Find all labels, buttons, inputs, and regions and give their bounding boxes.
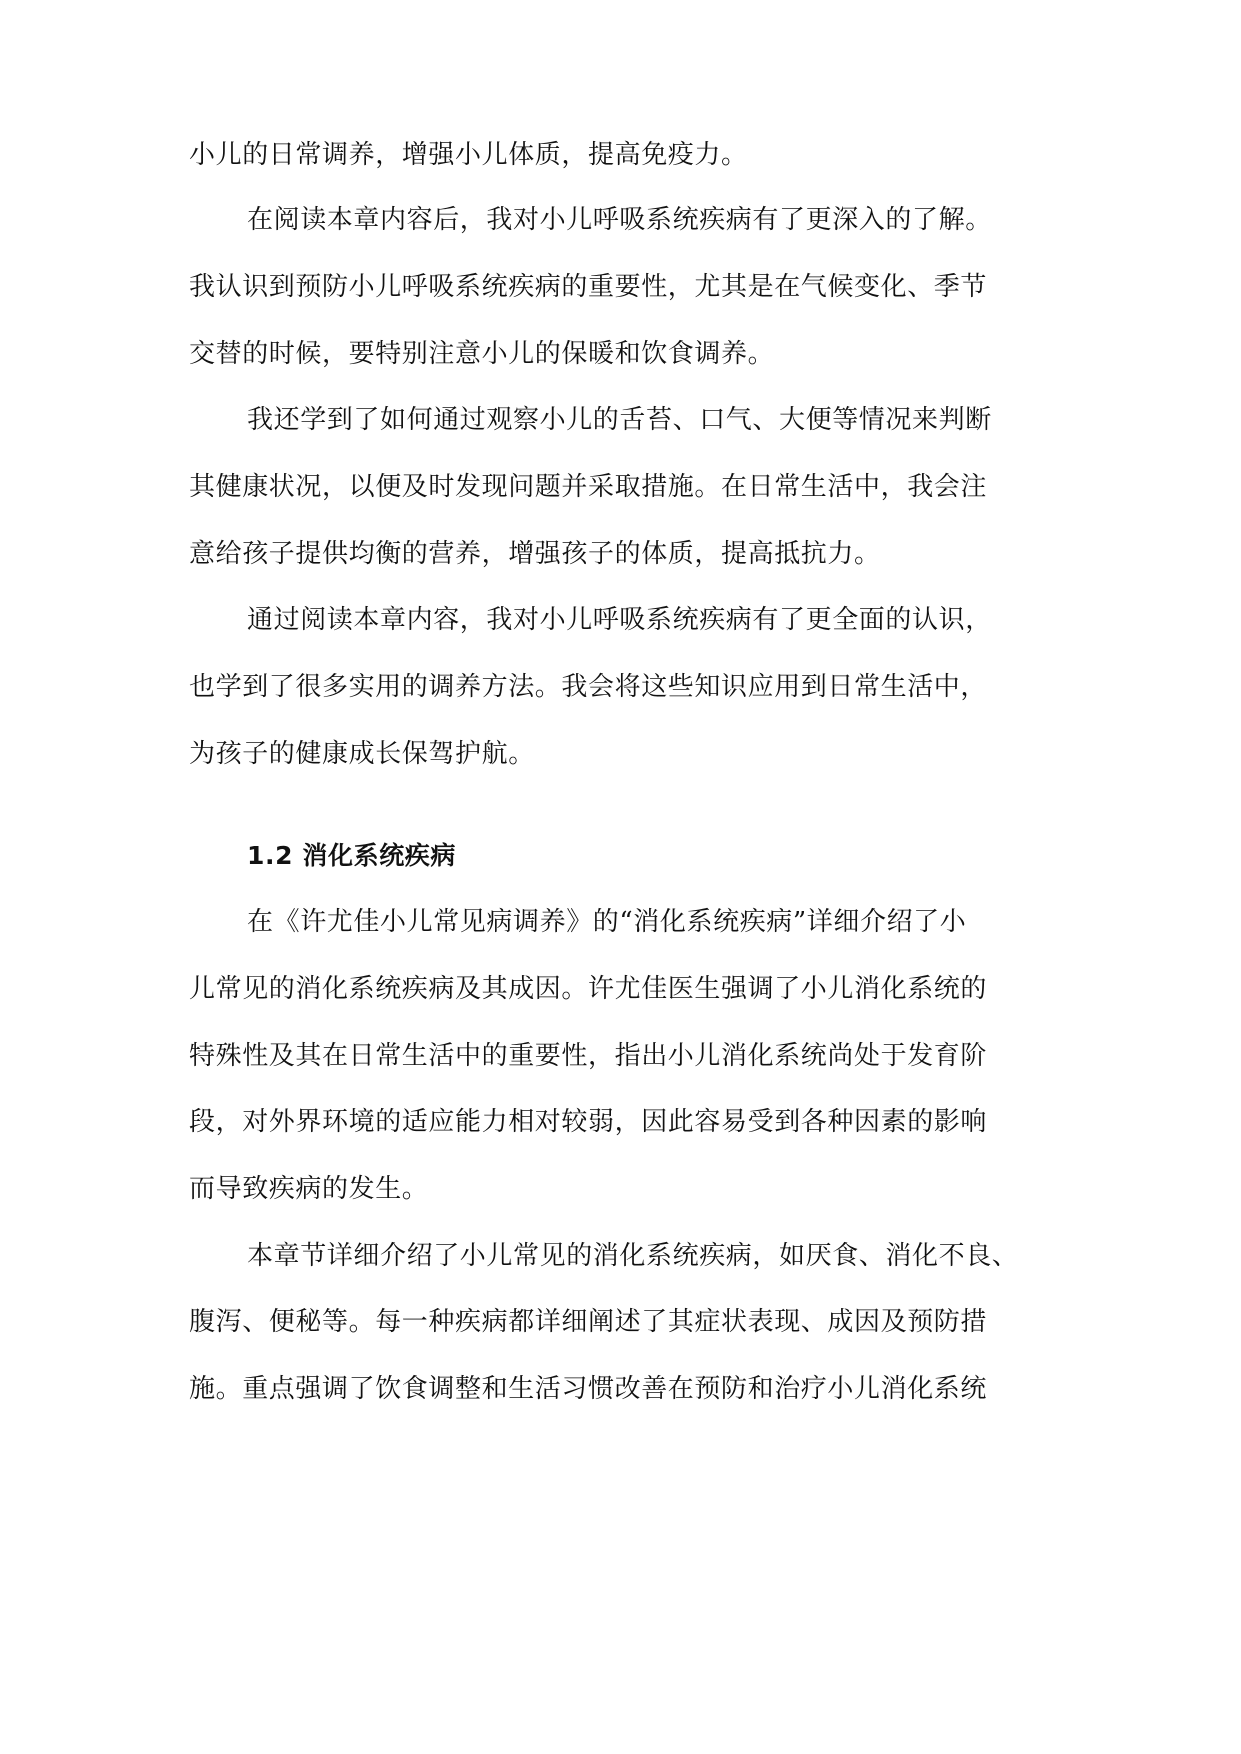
paragraph-line: 在《许尤佳小儿常见病调养》的“消化系统疾病”详细介绍了小 (247, 907, 967, 937)
paragraph-line: 我还学到了如何通过观察小儿的舌苔、口气、大便等情况来判断 (247, 405, 992, 435)
paragraph-line: 意给孩子提供均衡的营养，增强孩子的体质，提高抵抗力。 (189, 539, 881, 569)
paragraph-line: 其健康状况，以便及时发现问题并采取措施。在日常生活中，我会注 (189, 472, 988, 502)
paragraph-line: 为孩子的健康成长保驾护航。 (189, 739, 535, 769)
paragraph-line: 交替的时候，要特别注意小儿的保暖和饮食调养。 (189, 339, 775, 369)
paragraph-line: 也学到了很多实用的调养方法。我会将这些知识应用到日常生活中， (189, 672, 988, 702)
paragraph-line: 特殊性及其在日常生活中的重要性，指出小儿消化系统尚处于发育阶 (189, 1041, 988, 1071)
paragraph-line: 通过阅读本章内容，我对小儿呼吸系统疾病有了更全面的认识， (247, 605, 992, 635)
section-heading: 1.2 消化系统疾病 (247, 841, 456, 870)
paragraph-line: 段，对外界环境的适应能力相对较弱，因此容易受到各种因素的影响 (189, 1107, 988, 1137)
paragraph-line: 本章节详细介绍了小儿常见的消化系统疾病，如厌食、消化不良、 (247, 1241, 1019, 1271)
paragraph-line: 小儿的日常调养，增强小儿体质，提高免疫力。 (189, 140, 748, 170)
paragraph-line: 施。重点强调了饮食调整和生活习惯改善在预防和治疗小儿消化系统 (189, 1374, 988, 1404)
paragraph-line: 儿常见的消化系统疾病及其成因。许尤佳医生强调了小儿消化系统的 (189, 974, 988, 1004)
paragraph-line: 我认识到预防小儿呼吸系统疾病的重要性，尤其是在气候变化、季节 (189, 272, 988, 302)
paragraph-line: 在阅读本章内容后，我对小儿呼吸系统疾病有了更深入的了解。 (247, 205, 992, 235)
paragraph-line: 而导致疾病的发生。 (189, 1174, 429, 1204)
paragraph-line: 腹泻、便秘等。每一种疾病都详细阐述了其症状表现、成因及预防措 (189, 1307, 988, 1337)
